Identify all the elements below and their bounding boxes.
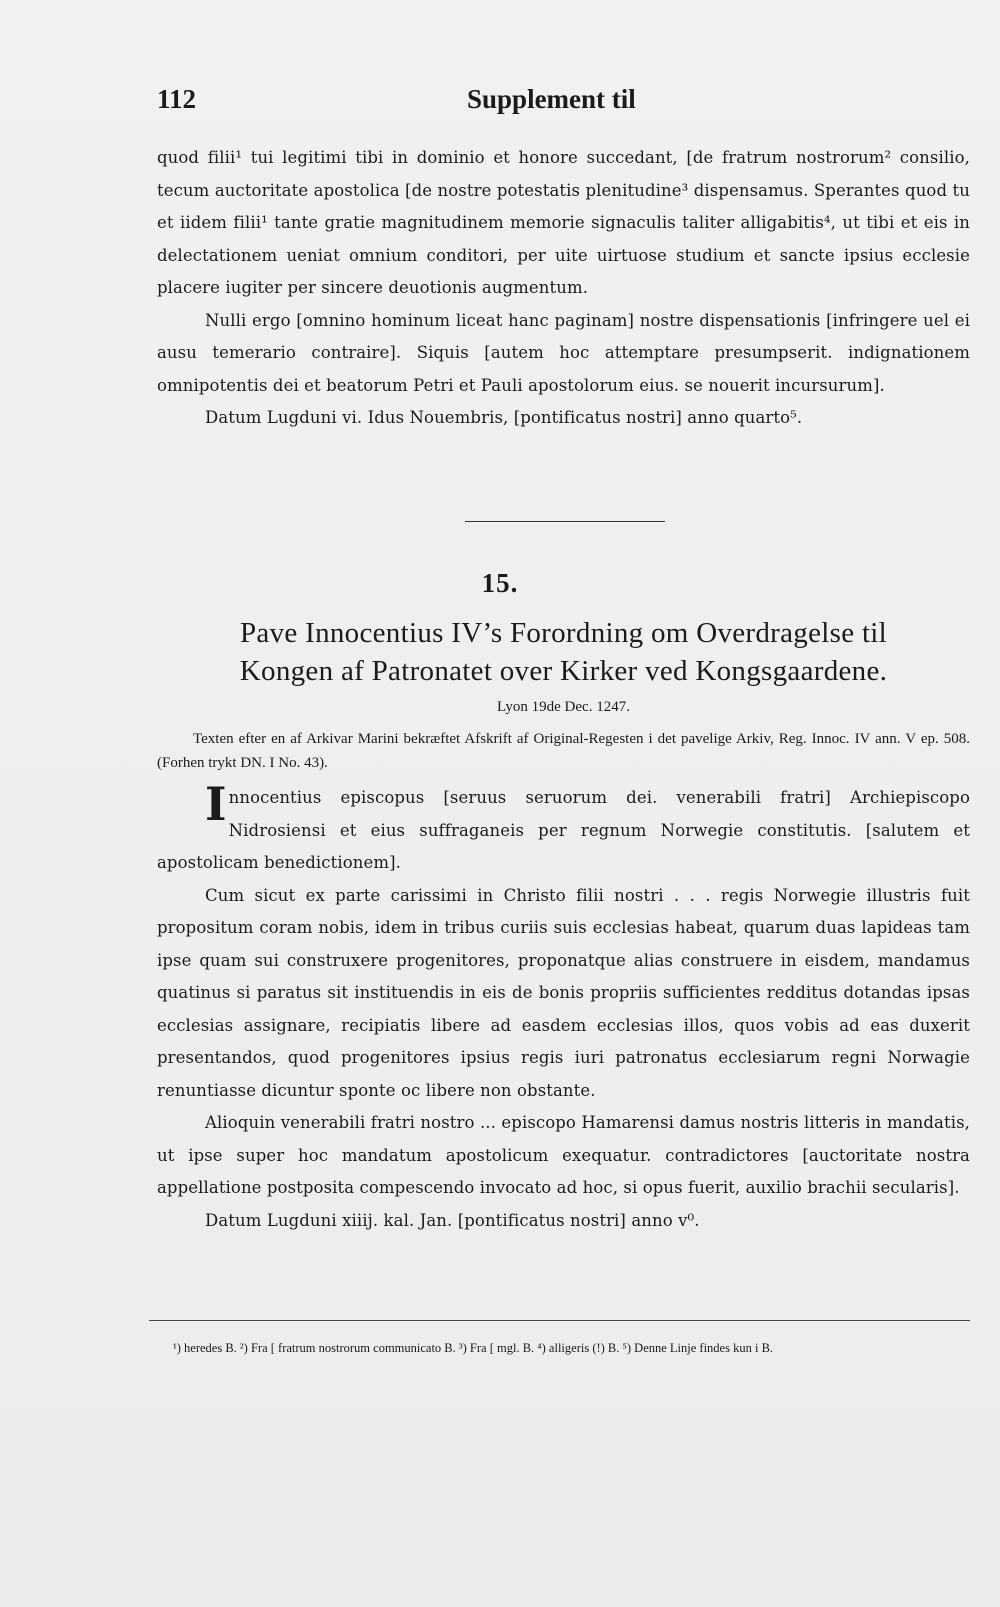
continuation-paragraph-2: Nulli ergo [omnino hominum liceat hanc paginam] nostre dispensationis [infringere uel ei ausu temerario contraire]. Siquis [autem hoc attemptare presumpserit. indignationem omnipotentis dei et beatorum Petri et Pauli apostolorum eius. se nouerit incursurum].: [157, 310, 970, 395]
intro-text: nnocentius episcopus [seruus seruorum dei. venerabili fratri] Archiepiscopo Nidrosiensi et eius suffraganeis per regnum Norwegie constitutis. [salutem et apostolicam benedictionem].: [157, 788, 970, 872]
document-number: 15.: [481, 568, 519, 598]
continuation-text: [157, 142, 970, 435]
footnote-rule: [149, 1320, 970, 1321]
page-header: [157, 84, 960, 124]
document-dating-line: Datum Lugduni xiiij. kal. Jan. [pontificatus nostri] anno v⁰.: [205, 1210, 700, 1230]
continuation-paragraph-1: quod filii¹ tui legitimi tibi in dominio et honore succedant, [de fratrum nostrorum² consilio, tecum auctoritate apostolica [de nostre potestatis plenitudine³ dispensamus. Sperantes quod tu et iidem filii¹ tante gratie magnitudinem memorie signaculis taliter alligabitis⁴, ut tibi et eis in delectationem ueniat omnium conditori, per uite uirtuose studium et sancte ipsius ecclesie placere iugiter per sincere deuotionis augmentum.: [157, 148, 970, 297]
section-divider: [465, 521, 665, 522]
editorial-note: Texten efter en af Arkivar Marini bekræftet Afskrift af Original-Regesten i det pavelige Arkiv, Reg. Innoc. IV ann. V ep. 508. (Forhen trykt DN. I No. 43).: [157, 731, 970, 771]
drop-initial: I: [205, 777, 227, 831]
document-dateline: Lyon 19de Dec. 1247.: [497, 699, 630, 715]
document-paragraph-2: Alioquin venerabili fratri nostro ... episcopo Hamarensi damus nostris litteris in mandatis, ut ipse super hoc mandatum apostolicum exequatur. contradictores [auctoritate nostra appellatione postposita compescendo invocato ad hoc, si opus fuerit, auxilio brachii secularis].: [157, 1113, 970, 1197]
page-number: 112: [157, 84, 197, 114]
document-paragraph-intro: [157, 777, 970, 880]
document-title-line-2: Kongen af Patronatet over Kirker ved Kongsgaardene.: [239, 655, 888, 687]
document-paragraph-1: Cum sicut ex parte carissimi in Christo filii nostri . . . regis Norwegie illustris fuit propositum coram nobis, idem in tribus curiis suis ecclesias habeat, quarum duas lapideas tam ipse quam sui construxere progenitores, proponatque alias construere in eisdem, mandamus quatinus si paratus sit instituendis in eis de bonis propriis sufficientes redditus dotandas ipsas ecclesias assignare, recipiatis libere ad easdem ecclesias illos, quos vobis ad eas duxerit presentandos, quod progenitores ipsius regis iuri patronatus ecclesiarum regni Norwagie renuntiasse dicuntur sponte oc libere non obstante.: [157, 885, 970, 1100]
document-title: [157, 614, 970, 690]
footnotes: ¹) heredes B. ²) Fra [ fratrum nostrorum communicato B. ³) Fra [ mgl. B. ⁴) alligeris (!) B. ⁵) Denne Linje findes kun i B.: [173, 1341, 774, 1355]
document-text: [157, 777, 970, 1237]
continuation-dating-line: Datum Lugduni vi. Idus Nouembris, [pontificatus nostri] anno quarto⁵.: [205, 408, 803, 427]
document-title-line-1: Pave Innocentius IV’s Forordning om Overdragelse til: [239, 617, 888, 649]
running-head: Supplement til: [467, 84, 636, 114]
